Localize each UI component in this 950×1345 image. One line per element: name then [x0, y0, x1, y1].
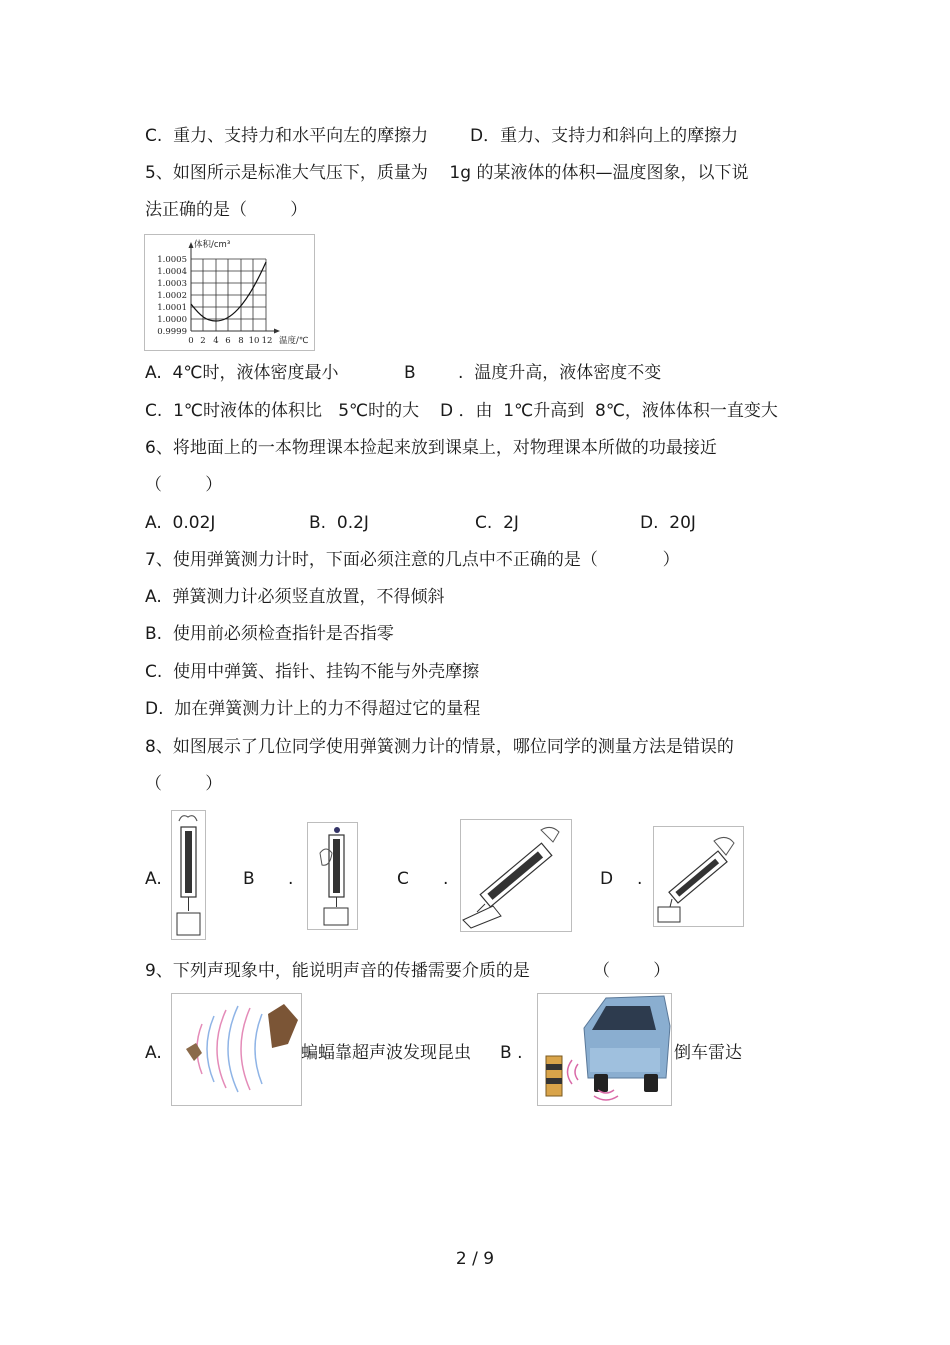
q8-figure-d-spring-scale: [653, 826, 744, 927]
q6-paren: （ ）: [145, 475, 223, 495]
y-tick: 1.0004: [157, 267, 187, 277]
q8-label-a: A.: [145, 869, 162, 889]
q7-option-c: C. 使用中弹簧、指针、挂钩不能与外壳摩擦: [145, 662, 480, 682]
graph-svg: [145, 235, 314, 350]
q6-option-c: C. 2J: [475, 513, 519, 533]
q4-option-d: D．重力、支持力和斜向上的摩擦力: [470, 126, 739, 146]
q8-dot-c: .: [443, 869, 449, 889]
q8-stem: 8、如图展示了几位同学使用弹簧测力计的情景，哪位同学的测量方法是错误的: [145, 737, 734, 757]
q5-option-c: C. 1℃时液体的体积比 5℃时的大: [145, 401, 420, 421]
q7-option-d: D. 加在弹簧测力计上的力不得超过它的量程: [145, 699, 481, 719]
q8-figure-c-spring-scale: [460, 819, 572, 932]
q8-paren: （ ）: [145, 774, 223, 794]
q8-label-b: B: [243, 869, 255, 889]
q5-option-a: A. 4℃时，液体密度最小: [145, 363, 339, 383]
q6-option-d: D. 20J: [640, 513, 696, 533]
q9-label-b: B .: [500, 1043, 523, 1063]
q9-option-a-text: 蝙蝠靠超声波发现昆虫: [301, 1043, 471, 1063]
x-tick: 10: [248, 336, 260, 346]
q8-figure-a-spring-scale: [171, 810, 206, 940]
q6-stem: 6、将地面上的一本物理课本捡起来放到课桌上，对物理课本所做的功最接近: [145, 438, 717, 458]
q9-paren: （ ）: [593, 961, 671, 981]
q5-volume-temperature-graph: [144, 234, 315, 351]
x-tick: 2: [200, 336, 206, 346]
q5-option-d: D ．由 1℃升高到 8℃，液体体积一直变大: [440, 401, 778, 421]
x-tick: 12: [261, 336, 273, 346]
q5-stem-line2: 法正确的是（ ）: [145, 200, 308, 220]
q7-option-a: A. 弹簧测力计必须竖直放置，不得倾斜: [145, 587, 445, 607]
q5-option-b-text: . 温度升高，液体密度不变: [458, 363, 662, 383]
q8-label-c: C: [397, 869, 409, 889]
q9-stem: 9、下列声现象中，能说明声音的传播需要介质的是: [145, 961, 530, 981]
q5-option-b-letter: B: [404, 363, 416, 383]
y-tick: 1.0001: [157, 303, 187, 313]
q7-stem: 7、使用弹簧测力计时，下面必须注意的几点中不正确的是（ ）: [145, 550, 680, 570]
q9-figure-a-bat-ultrasound: [171, 993, 302, 1106]
q9-figure-b-parking-radar-car: [537, 993, 672, 1106]
q5-stem-line1: 5、如图所示是标准大气压下，质量为 1g 的某液体的体积—温度图象，以下说: [145, 163, 749, 183]
y-tick: 1.0002: [157, 291, 187, 301]
q7-option-b: B. 使用前必须检查指针是否指零: [145, 624, 394, 644]
q8-label-d: D: [600, 869, 614, 889]
graph-x-label: 温度/℃: [279, 336, 309, 346]
y-tick: 0.9999: [157, 327, 187, 337]
q6-option-b: B. 0.2J: [309, 513, 369, 533]
y-tick: 1.0005: [157, 255, 187, 265]
y-tick: 1.0000: [157, 315, 187, 325]
q8-dot-b: .: [288, 869, 294, 889]
page-number: 2 / 9: [455, 1249, 495, 1269]
graph-y-label: 体积/cm³: [194, 240, 231, 250]
q4-option-c: C. 重力、支持力和水平向左的摩擦力: [145, 126, 429, 146]
q9-label-a: A.: [145, 1043, 162, 1063]
q8-figure-b-spring-scale: [307, 822, 358, 930]
x-tick: 0: [188, 336, 194, 346]
q9-option-b-text: 倒车雷达: [674, 1043, 742, 1063]
y-tick: 1.0003: [157, 279, 187, 289]
q6-option-a: A. 0.02J: [145, 513, 216, 533]
x-tick: 4: [213, 336, 219, 346]
q8-dot-d: .: [637, 869, 643, 889]
x-tick: 8: [238, 336, 244, 346]
x-tick: 6: [225, 336, 231, 346]
